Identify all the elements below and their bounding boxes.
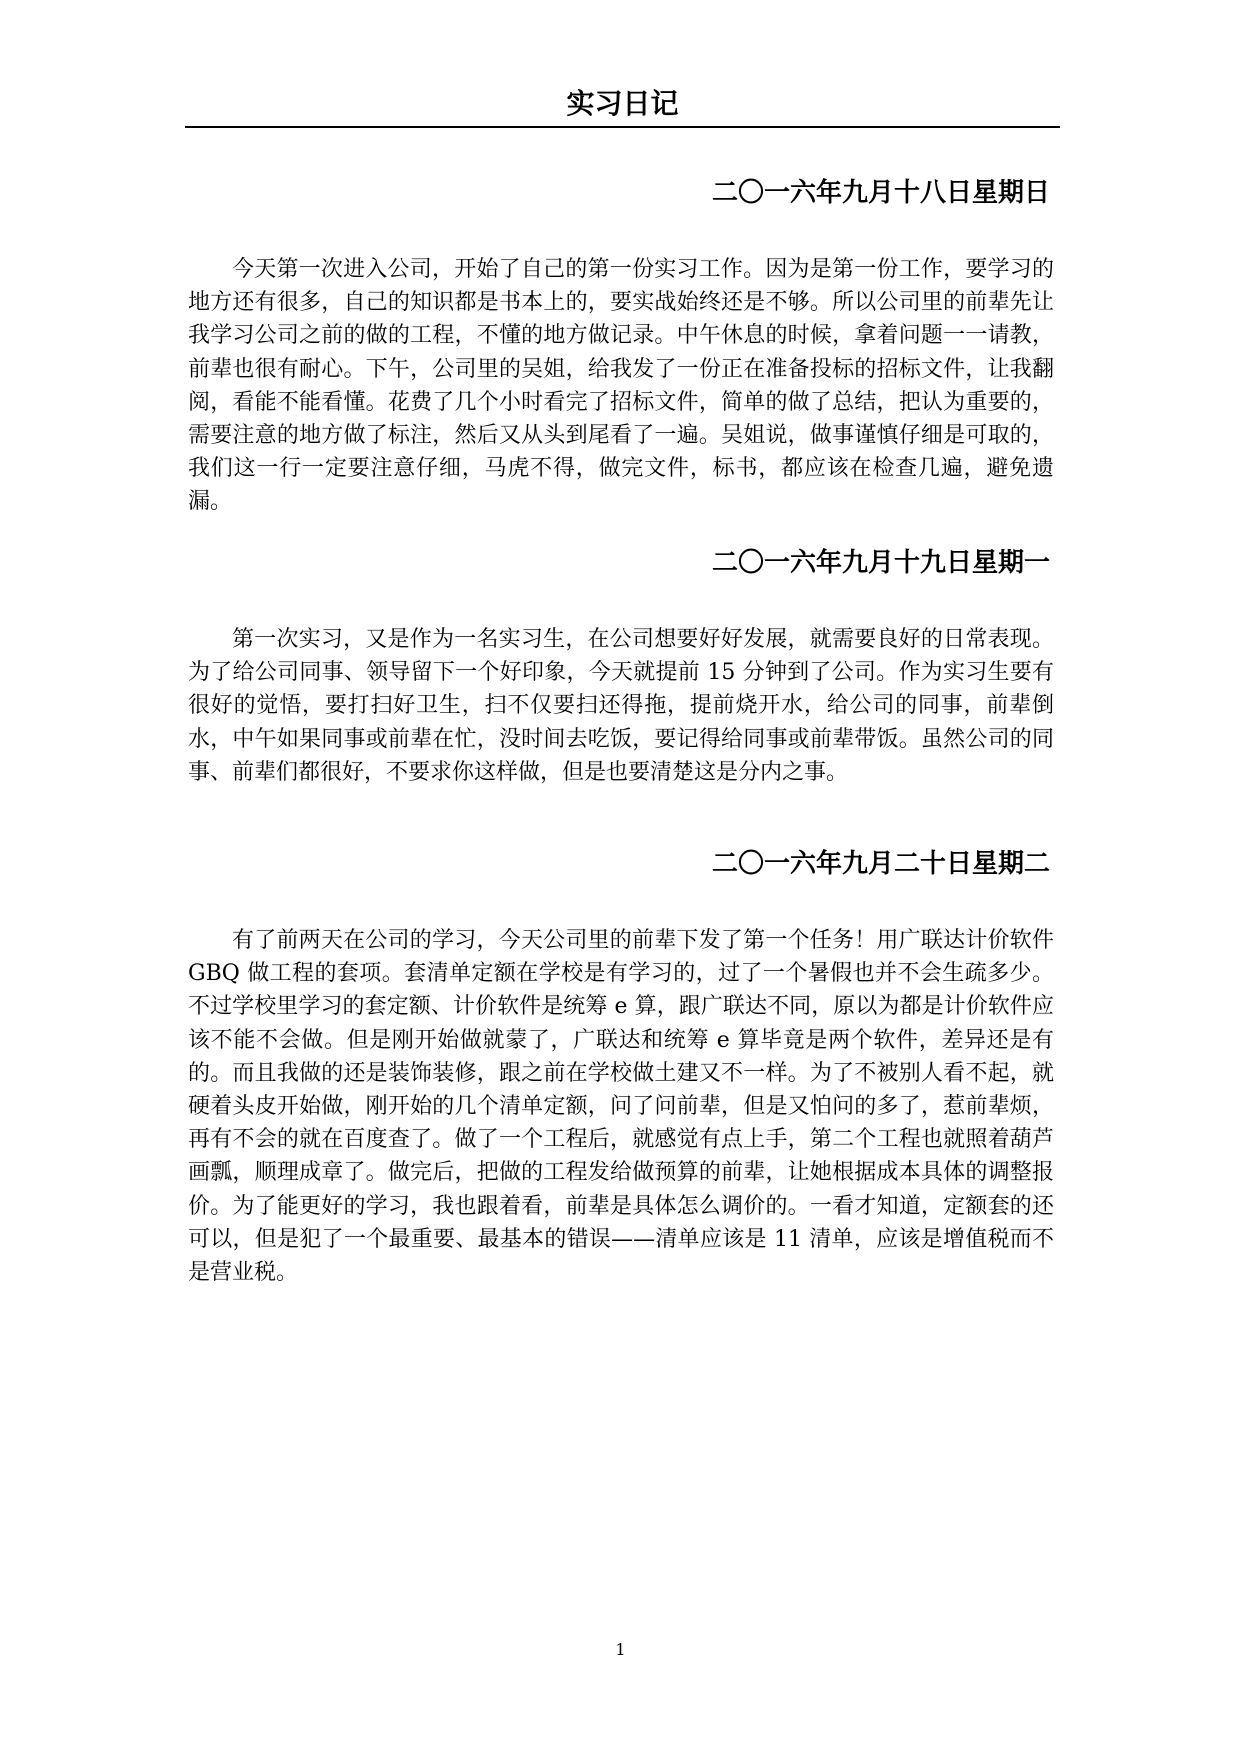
entry-date: 二〇一六年九月二十日星期二 [711, 849, 1050, 879]
diary-entry [188, 176, 1054, 519]
entry-date: 二〇一六年九月十九日星期一 [711, 548, 1050, 578]
entry-body: 今天第一次进入公司，开始了自己的第一份实习工作。因为是第一份工作，要学习的地方还有很多，自己的知识都是书本上的，要实战始终还是不够。所以公司里的前辈先让我学习公司之前的做的工程，不懂的地方做记录。中午休息的时候，拿着问题一一请教，前辈也很有耐心。下午，公司里的吴姐，给我发了一份正在准备投标的招标文件，让我翻阅，看能不能看懂。花费了几个小时看完了招标文件，简单的做了总结，把认为重要的，需要注意的地方做了标注，然后又从头到尾看了一遍。吴姐说，做事谨慎仔细是可取的，我们这一行一定要注意仔细，马虎不得，做完文件，标书，都应该在检查几遍，避免遗漏。 [188, 257, 1054, 515]
header-rule [185, 126, 1060, 128]
entry-date: 二〇一六年九月十八日星期日 [711, 178, 1050, 208]
page-number: 1 [615, 1640, 626, 1659]
diary-entry [188, 847, 1054, 1289]
entry-body: 第一次实习，又是作为一名实习生，在公司想要好好发展，就需要良好的日常表现。为了给公司同事、领导留下一个好印象，今天就提前 15 分钟到了公司。作为实习生要有很好的觉悟，要打扫好卫生，扫不仅要扫还得拖，提前烧开水，给公司的同事，前辈倒水，中午如果同事或前辈在忙，没时间去吃饭，要记得给同事或前辈带饭。虽然公司的同事、前辈们都很好，不要求你这样做，但是也要清楚这是分内之事。 [188, 627, 1054, 785]
entry-body: 有了前两天在公司的学习，今天公司里的前辈下发了第一个任务！用广联达计价软件 GBQ 做工程的套项。套清单定额在学校是有学习的，过了一个暑假也并不会生疏多少。不过学校里学习的套定额、计价软件是统筹 e 算，跟广联达不同，原以为都是计价软件应该不能不会做。但是刚开始做就蒙了，广联达和统筹 e 算毕竟是两个软件，差异还是有的。而且我做的还是装饰装修，跟之前在学校做土建又不一样。为了不被别人看不起，就硬着头皮开始做，刚开始的几个清单定额，问了问前辈，但是又怕问的多了，惹前辈烦，再有不会的就在百度查了。做了一个工程后，就感觉有点上手，第二个工程也就照着葫芦画瓢，顺理成章了。做完后，把做的工程发给做预算的前辈，让她根据成本具体的调整报价。为了能更好的学习，我也跟着看，前辈是具体怎么调价的。一看才知道，定额套的还可以，但是犯了一个最重要、最基本的错误——清单应该是 11 清单，应该是增值税而不是营业税。 [188, 928, 1054, 1286]
document-title: 实习日记 [566, 87, 679, 120]
diary-entry [188, 546, 1054, 789]
